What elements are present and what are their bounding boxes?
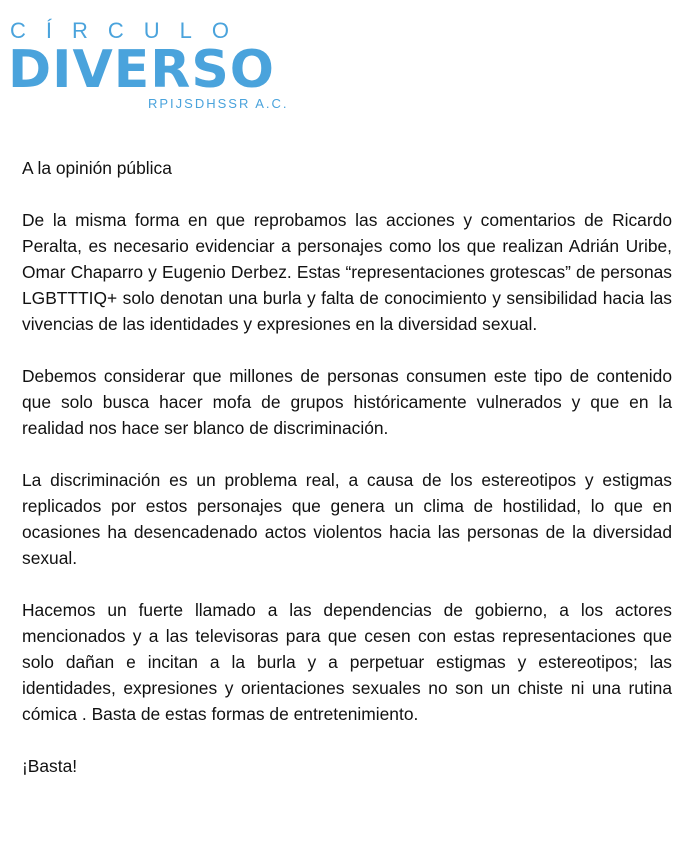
organization-logo [8,18,308,118]
letter-paragraph: La discriminación es un problema real, a causa de los estereotipos y estigmas replicados por estos personajes que genera un clima de hostilidad, lo que en ocasiones ha desencadenado actos violentos hacia las personas de la diversidad sexual. [22,470,672,568]
letter-paragraph: Hacemos un fuerte llamado a las dependencias de gobierno, a los actores mencionados y a las televisoras para que cesen con estas representaciones que solo dañan e incitan a la burla y a perpetuar estigmas y estereotipos; las identidades, expresiones y orientaciones sexuales no son un chiste ni una rutina cómica . Basta de estas formas de entretenimiento. [22,600,672,724]
logo-top-word: CÍRCULO [10,18,250,43]
logo-main-word: DIVERSO [8,40,275,100]
logo-subtitle: RPIJSDHSSR A.C. [148,96,289,111]
letter-paragraph: De la misma forma en que reprobamos las acciones y comentarios de Ricardo Peralta, es necesario evidenciar a personajes como los que realizan Adrián Uribe, Omar Chaparro y Eugenio Derbez. Estas “representaciones grotescas” de personas LGBTTTIQ+ solo denotan una burla y falta de conocimiento y sensibilidad hacia las vivencias de las identidades y expresiones en la diversidad sexual. [22,210,672,334]
letter-paragraph: Debemos considerar que millones de personas consumen este tipo de contenido que solo busca hacer mofa de grupos históricamente vulnerados y que en la realidad nos hace ser blanco de discriminación. [22,366,672,438]
letter-body [22,155,672,779]
letter-closing: ¡Basta! [22,756,78,776]
letter-salutation: A la opinión pública [22,158,172,178]
